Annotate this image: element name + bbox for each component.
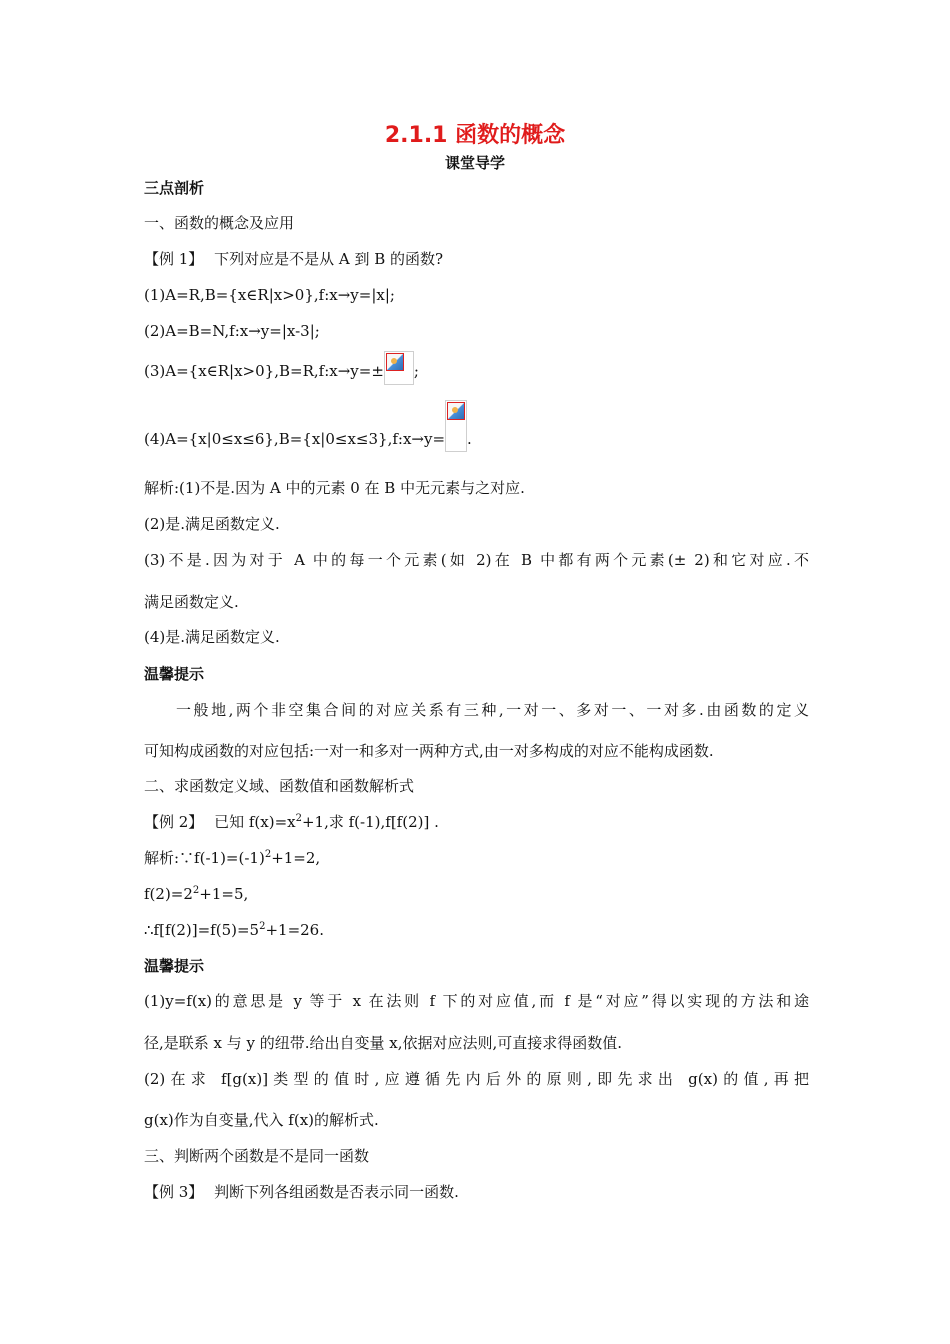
solution-1-line-5: (4)是.满足函数定义. xyxy=(144,628,280,646)
example-1-item-4-text: (4)A={x|0≤x≤6},B={x|0≤x≤3},f:x→y= xyxy=(144,430,446,448)
example-3-text: 判断下列各组函数是否表示同一函数. xyxy=(214,1183,459,1201)
example-1-label: 【例 1】 xyxy=(144,250,204,268)
example-1-item-3 xyxy=(144,359,809,385)
example-2 xyxy=(144,812,809,832)
formula-image-icon xyxy=(445,400,467,452)
example-2-label: 【例 2】 xyxy=(144,813,204,831)
solution-2-line-2: $f(2)=2^2+1=5$, xyxy=(144,885,249,903)
tip-1-line-2: 可知构成函数的对应包括:一对一和多对一两种方式,由一对多构成的对应不能构成函数. xyxy=(144,742,714,760)
solution-1-line-4: 满足函数定义. xyxy=(144,593,239,611)
solution-1-line-3: (3)不是.因为对于 A 中的每一个元素(如 2)在 B 中都有两个元素(± 2)和它对应.不 xyxy=(144,551,809,569)
solution-1-line-2: (2)是.满足函数定义. xyxy=(144,515,280,533)
example-1-item-4 xyxy=(144,428,809,452)
tip-2-line-3: (2)在求 f[g(x)]类型的值时,应遵循先内后外的原则,即先求出 g(x)的值,再把 xyxy=(144,1070,809,1088)
example-1-item-3-text: (3)A={x∈R|x>0},B=R,f:x→y=± xyxy=(144,362,384,380)
example-1 xyxy=(144,249,809,269)
tip-1-heading: 温馨提示 xyxy=(144,665,205,683)
tip-2-heading: 温馨提示 xyxy=(144,957,205,975)
tip-2-line-4: g(x)作为自变量,代入 f(x)的解析式. xyxy=(144,1111,379,1129)
example-1-item-3-end: ; xyxy=(413,362,419,380)
solution-2-line-3: $\therefore f[f(2)]=f(5)=5^2+1=26$. xyxy=(144,921,324,939)
tip-1-line-1: 一般地,两个非空集合间的对应关系有三种,一对一、多对一、一对多.由函数的定义 xyxy=(176,701,809,719)
document-subtitle: 课堂导学 xyxy=(444,154,505,172)
example-1-item-2: (2)A=B=N,f:x→y=|x-3|; xyxy=(144,322,320,340)
document-title: 2.1.1 函数的概念 xyxy=(384,123,566,148)
example-1-item-1: (1)A=R,B={x∈R|x>0},f:x→y=|x|; xyxy=(144,286,395,304)
s1-heading: 一、函数的概念及应用 xyxy=(144,214,295,232)
s2-heading: 二、求函数定义域、函数值和函数解析式 xyxy=(144,777,415,795)
solution-1-line-1: 解析:(1)不是.因为 A 中的元素 0 在 B 中无元素与之对应. xyxy=(144,479,525,497)
example-1-item-4-end: . xyxy=(467,430,472,448)
section-heading: 三点剖析 xyxy=(144,179,205,197)
solution-2-line-1: 解析$:\because f(-1)=(-1)^2+1=2$, xyxy=(144,849,321,867)
example-1-text: 下列对应是不是从 A 到 B 的函数? xyxy=(214,250,444,268)
tip-2-line-2: 径,是联系 x 与 y 的纽带.给出自变量 x,依据对应法则,可直接求得函数值. xyxy=(144,1034,623,1052)
formula-image-icon xyxy=(384,351,414,385)
example-3 xyxy=(144,1182,809,1202)
s3-heading: 三、判断两个函数是不是同一函数 xyxy=(144,1147,370,1165)
example-3-label: 【例 3】 xyxy=(144,1183,204,1201)
tip-2-line-1: (1)y=f(x)的意思是 y 等于 x 在法则 f 下的对应值,而 f 是“对应”得以实现的方法和途 xyxy=(144,992,809,1010)
example-2-text: 已知 $f(x)=x^2+1$,求 f(-1),f[f(2)] . xyxy=(214,813,439,831)
